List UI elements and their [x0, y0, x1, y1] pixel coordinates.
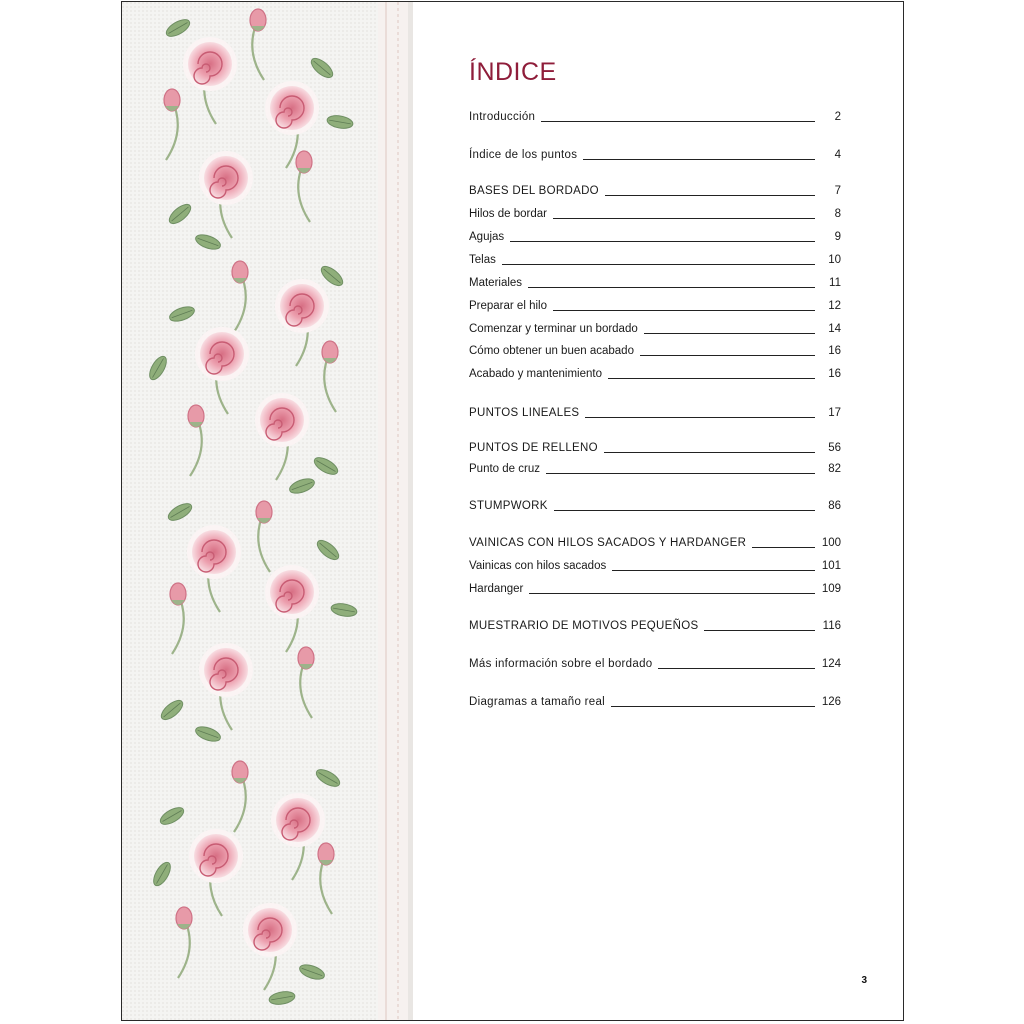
- toc-entry: [469, 553, 841, 573]
- toc-entry-label: Telas: [469, 254, 496, 266]
- toc-entry-page: 124: [821, 658, 841, 670]
- toc-entry-label: VAINICAS CON HILOS SACADOS Y HARDANGER: [469, 537, 747, 549]
- toc-entry-page: 11: [829, 277, 841, 289]
- toc-entry-page: 101: [821, 560, 841, 572]
- toc-entry-label: Acabado y mantenimiento: [469, 368, 602, 380]
- toc-entry-page: 14: [828, 323, 841, 335]
- toc-leader-line: [604, 452, 815, 453]
- toc-entry-label: Hilos de bordar: [469, 208, 547, 220]
- toc-leader-line: [529, 593, 815, 594]
- toc-entry-label: Introducción: [469, 111, 536, 123]
- toc-entry-page: 100: [821, 537, 841, 549]
- toc-entry-label: PUNTOS LINEALES: [469, 407, 580, 419]
- page-title: ÍNDICE: [469, 58, 557, 86]
- toc-leader-line: [541, 121, 815, 122]
- toc-entry-label: Cómo obtener un buen acabado: [469, 345, 634, 357]
- toc-entry-label: Más información sobre el bordado: [469, 658, 653, 670]
- toc-entry: [469, 400, 841, 420]
- toc-entry: [469, 435, 841, 455]
- toc-entry: [469, 576, 841, 596]
- toc-leader-line: [611, 706, 815, 707]
- embroidery-photo: [122, 2, 413, 1020]
- toc-entry: [469, 361, 841, 381]
- toc-entry-page: 17: [828, 407, 841, 419]
- toc-entry-page: 16: [828, 368, 841, 380]
- toc-entry-page: 7: [834, 185, 841, 197]
- toc-entry: [469, 689, 841, 709]
- toc-entry-page: 86: [828, 500, 841, 512]
- toc-entry: [469, 338, 841, 358]
- toc-entry: [469, 456, 841, 476]
- toc-entry-page: 12: [828, 300, 841, 312]
- toc-entry-page: 126: [821, 696, 841, 708]
- toc-leader-line: [528, 287, 815, 288]
- toc-entry: [469, 224, 841, 244]
- toc-leader-line: [704, 630, 815, 631]
- toc-entry-page: 82: [828, 463, 841, 475]
- toc-entry-page: 16: [828, 345, 841, 357]
- toc-leader-line: [554, 510, 815, 511]
- book-page: [121, 1, 904, 1021]
- toc-entry-label: Comenzar y terminar un bordado: [469, 323, 638, 335]
- toc-entry: [469, 493, 841, 513]
- toc-entry: [469, 316, 841, 336]
- toc-entry: [469, 178, 841, 198]
- toc-leader-line: [605, 195, 815, 196]
- toc-leader-line: [752, 547, 815, 548]
- toc-entry-page: 4: [834, 149, 841, 161]
- toc-leader-line: [553, 310, 815, 311]
- toc-leader-line: [644, 333, 815, 334]
- toc-leader-line: [510, 241, 815, 242]
- toc-leader-line: [608, 378, 815, 379]
- toc-entry-label: Diagramas a tamaño real: [469, 696, 606, 708]
- toc-entry-page: 2: [834, 111, 841, 123]
- toc-entry-label: BASES DEL BORDADO: [469, 185, 599, 197]
- toc-entry-label: PUNTOS DE RELLENO: [469, 442, 598, 454]
- toc-entry-page: 10: [828, 254, 841, 266]
- toc-entry: [469, 293, 841, 313]
- toc-leader-line: [553, 218, 815, 219]
- toc-entry: [469, 104, 841, 124]
- toc-entry: [469, 270, 841, 290]
- toc-leader-line: [583, 159, 815, 160]
- toc-entry: [469, 247, 841, 267]
- toc-entry-page: 116: [822, 620, 841, 632]
- toc-entry-label: Hardanger: [469, 583, 524, 595]
- toc-entry: [469, 530, 841, 550]
- toc-leader-line: [585, 417, 815, 418]
- page-number: 3: [861, 975, 867, 986]
- toc-entry-page: 8: [834, 208, 841, 220]
- toc-entry-label: Materiales: [469, 277, 523, 289]
- toc-leader-line: [546, 473, 815, 474]
- toc-entry-label: Vainicas con hilos sacados: [469, 560, 607, 572]
- toc-leader-line: [502, 264, 815, 265]
- toc-entry: [469, 651, 841, 671]
- toc-entry-page: 9: [834, 231, 841, 243]
- toc-entry-label: Preparar el hilo: [469, 300, 547, 312]
- toc-entry-label: Índice de los puntos: [469, 149, 578, 161]
- toc-entry-label: MUESTRARIO DE MOTIVOS PEQUEÑOS: [469, 620, 699, 632]
- toc-leader-line: [612, 570, 815, 571]
- toc-leader-line: [640, 355, 815, 356]
- toc-entry: [469, 142, 841, 162]
- toc-entry-label: STUMPWORK: [469, 500, 548, 512]
- toc-entry: [469, 201, 841, 221]
- toc-entry-label: Agujas: [469, 231, 505, 243]
- toc-entry: [469, 613, 841, 633]
- toc-entry-page: 56: [828, 442, 841, 454]
- toc-entry-page: 109: [821, 583, 841, 595]
- toc-leader-line: [658, 668, 815, 669]
- toc-entry-label: Punto de cruz: [469, 463, 540, 475]
